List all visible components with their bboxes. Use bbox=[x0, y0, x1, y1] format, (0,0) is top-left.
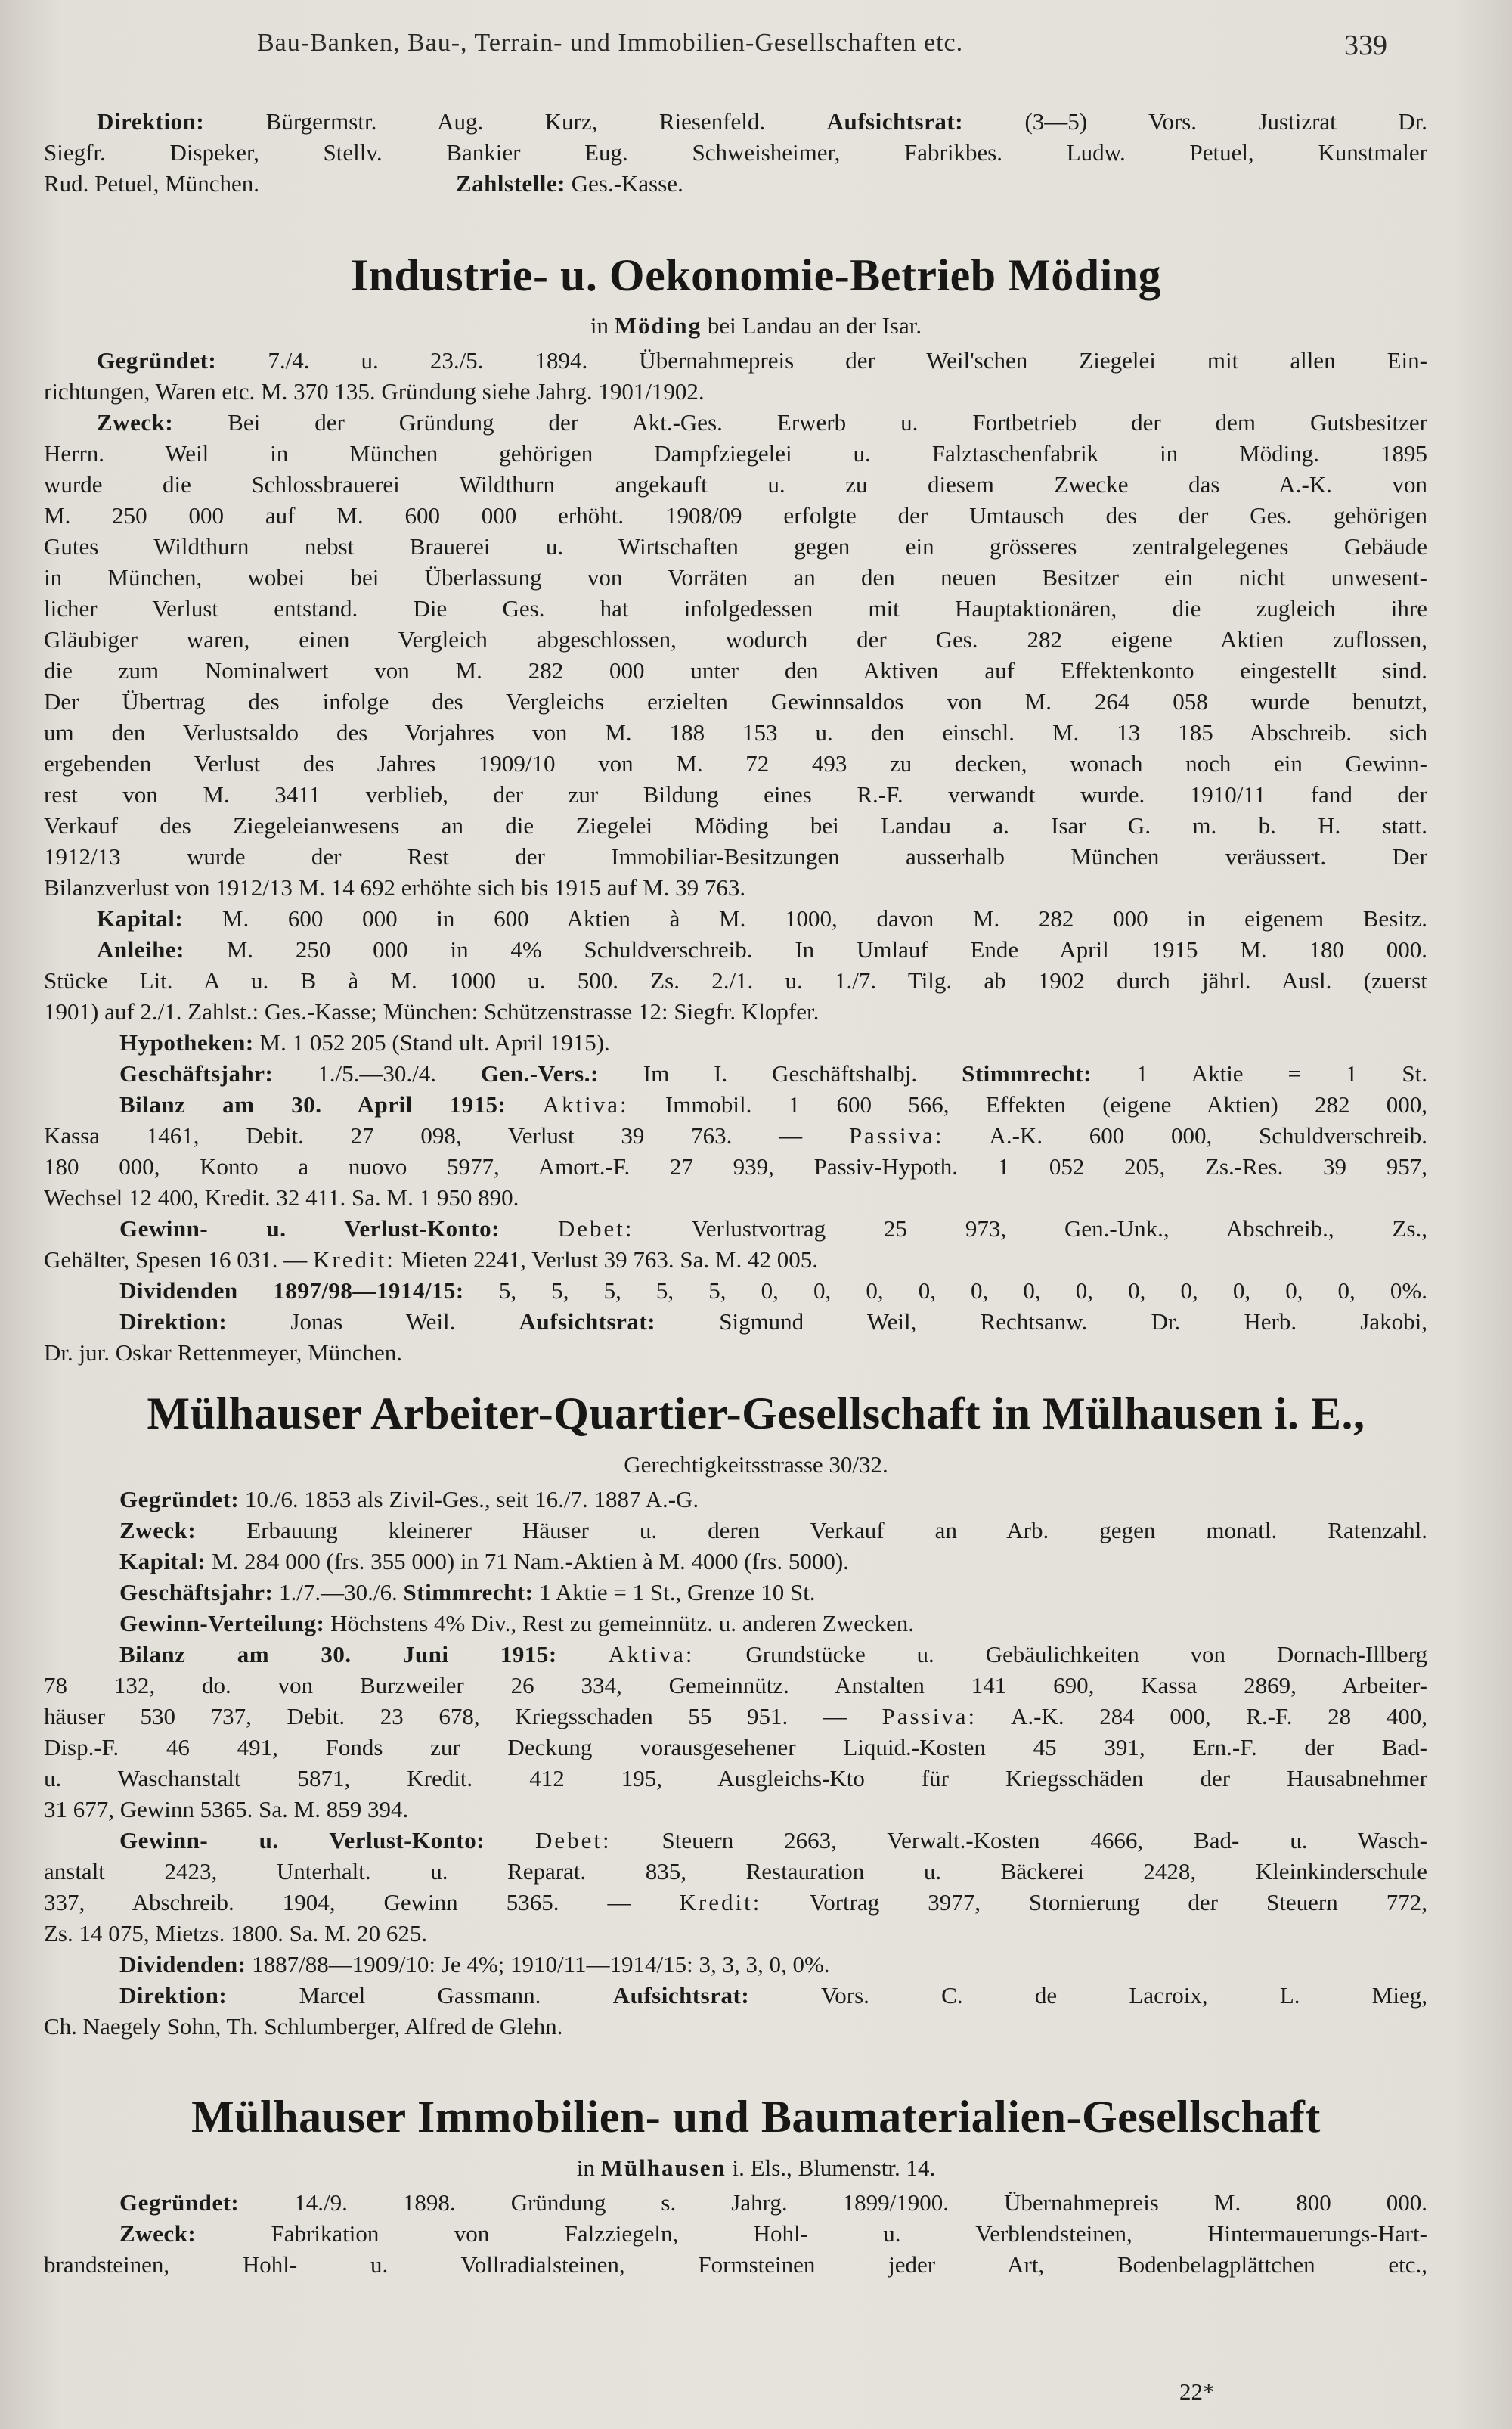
entry-arbeiter-quartier bbox=[44, 1484, 1427, 2042]
bilanz-line-2: 78 132, do. von Burzweiler 26 334, Gemeinnütz. Anstalten 141 690, Kassa 2869, Arbeiter- bbox=[44, 1672, 1427, 1698]
zweck-line-11: um den Verlustsaldo des Vorjahres von M. 188 153 u. den einschl. M. 13 185 Abschreib. sich bbox=[44, 719, 1427, 746]
gewinn-verlust-line-2: Gehälter, Spesen 16 031. — Kredit: Mieten 2241, Verlust 39 763. Sa. M. 42 005. bbox=[44, 1246, 818, 1273]
zweck-line-2: brandsteinen, Hohl- u. Vollradialsteinen, Formsteinen jeder Art, Bodenbelagplättchen etc., bbox=[44, 2251, 1427, 2278]
aufsichtsrat-line-2: Ch. Naegely Sohn, Th. Schlumberger, Alfred de Glehn. bbox=[44, 2013, 563, 2040]
section-title-arbeiter-quartier: Mülhauser Arbeiter-Quartier-Gesellschaft in Mülhausen i. E., bbox=[147, 1388, 1365, 1438]
bilanz-line-3: häuser 530 737, Debit. 23 678, Kriegsschaden 55 951. — Passiva: A.-K. 284 000, R.-F. 28 400, bbox=[44, 1703, 1427, 1729]
direktion-line: Direktion: Bürgermstr. Aug. Kurz, Riesenfeld. Aufsichtsrat: (3—5) Vors. Justizrat Dr. bbox=[97, 108, 1427, 135]
gegruendet-line: Gegründet: 14./9. 1898. Gründung s. Jahrg. 1899/1900. Übernahmepreis M. 800 000. bbox=[119, 2189, 1427, 2216]
geschaeftsjahr-line: Geschäftsjahr: 1./7.—30./6. Stimmrecht: 1 Aktie = 1 St., Grenze 10 St. bbox=[119, 1579, 816, 1605]
page-number: 339 bbox=[1344, 29, 1387, 61]
zweck-line-13: rest von M. 3411 verblieb, der zur Bildung eines R.-F. verwandt wurde. 1910/11 fand der bbox=[44, 781, 1427, 808]
bilanz-line-4: Disp.-F. 46 491, Fonds zur Deckung vorausgesehener Liquid.-Kosten 45 391, Ern.-F. der Bad- bbox=[44, 1734, 1427, 1760]
gewinn-verlust-line-3: 337, Abschreib. 1904, Gewinn 5365. — Kredit: Vortrag 3977, Stornierung der Steuern 772, bbox=[44, 1889, 1427, 1916]
gewinn-verlust-line: Gewinn- u. Verlust-Konto: Debet: Steuern 2663, Verwalt.-Kosten 4666, Bad- u. Wasch- bbox=[119, 1827, 1427, 1854]
zweck-line-9: die zum Nominalwert von M. 282 000 unter den Aktiven auf Effektenkonto eingestellt sind. bbox=[44, 657, 1427, 684]
bilanz-line-6: 31 677, Gewinn 5365. Sa. M. 859 394. bbox=[44, 1796, 409, 1823]
gegruendet-line: Gegründet: 7./4. u. 23./5. 1894. Übernahmepreis der Weil'schen Ziegelei mit allen Ein- bbox=[97, 347, 1427, 374]
gegruendet-line: Gegründet: 10./6. 1853 als Zivil-Ges., seit 16./7. 1887 A.-G. bbox=[119, 1486, 699, 1512]
aufsichtsrat-line: Siegfr. Dispeker, Stellv. Bankier Eug. Schweisheimer, Fabrikbes. Ludw. Petuel, Kunstmaler bbox=[44, 139, 1427, 166]
gewinn-verlust-line: Gewinn- u. Verlust-Konto: Debet: Verlustvortrag 25 973, Gen.-Unk., Abschreib., Zs., bbox=[119, 1215, 1427, 1242]
section-subtitle-moeding: in Möding bei Landau an der Isar. bbox=[590, 312, 922, 339]
anleihe-line-2: Stücke Lit. A u. B à M. 1000 u. 500. Zs. 2./1. u. 1./7. Tilg. ab 1902 durch jährl. Ausl. (zuerst bbox=[44, 967, 1427, 994]
dividenden-line: Dividenden 1897/98—1914/15: 5, 5, 5, 5, 5, 0, 0, 0, 0, 0, 0, 0, 0, 0, 0, 0, 0, 0%. bbox=[119, 1277, 1427, 1304]
zweck-line-4: M. 250 000 auf M. 600 000 erhöht. 1908/09 erfolgte der Umtausch des der Ges. gehörigen bbox=[44, 502, 1427, 529]
anleihe-line-3: 1901) auf 2./1. Zahlst.: Ges.-Kasse; München: Schützenstrasse 12: Siegfr. Klopfer. bbox=[44, 998, 820, 1025]
bilanz-line: Bilanz am 30. April 1915: Aktiva: Immobil. 1 600 566, Effekten (eigene Aktien) 282 000, bbox=[119, 1091, 1427, 1118]
bilanz-line-5: u. Waschanstalt 5871, Kredit. 412 195, Ausgleichs-Kto für Kriegsschäden der Hausabnehmer bbox=[44, 1765, 1427, 1792]
hypotheken-line: Hypotheken: M. 1 052 205 (Stand ult. April 1915). bbox=[119, 1029, 610, 1056]
zweck-line: Zweck: Bei der Gründung der Akt.-Ges. Erwerb u. Fortbetrieb der dem Gutsbesitzer bbox=[97, 409, 1427, 436]
aufsichtsrat-line-2: Dr. jur. Oskar Rettenmeyer, München. bbox=[44, 1339, 402, 1366]
zweck-line: Zweck: Fabrikation von Falzziegeln, Hohl- u. Verblendsteinen, Hintermauerungs-Hart- bbox=[119, 2220, 1427, 2247]
section-title-immobilien: Mülhauser Immobilien- und Baumaterialien-Gesellschaft bbox=[191, 2092, 1321, 2142]
anleihe-line: Anleihe: M. 250 000 in 4% Schuldverschreib. In Umlauf Ende April 1915 M. 180 000. bbox=[97, 936, 1427, 963]
printer-signature: 22* bbox=[1179, 2378, 1215, 2405]
zweck-line-16: Bilanzverlust von 1912/13 M. 14 692 erhöhte sich bis 1915 auf M. 39 763. bbox=[44, 874, 746, 901]
running-header bbox=[0, 29, 1512, 74]
direktion-line: Direktion: Marcel Gassmann. Aufsichtsrat: Vors. C. de Lacroix, L. Mieg, bbox=[119, 1982, 1427, 2009]
zweck-line-10: Der Übertrag des infolge des Vergleichs erzielten Gewinnsaldos von M. 264 058 wurde benutzt, bbox=[44, 688, 1427, 715]
geschaeftsjahr-line: Geschäftsjahr: 1./5.—30./4. Gen.-Vers.: Im I. Geschäftshalbj. Stimmrecht: 1 Aktie = 1 St. bbox=[119, 1060, 1427, 1087]
zweck-line-8: Gläubiger waren, einen Vergleich abgeschlossen, wodurch der Ges. 282 eigene Aktien zuflossen, bbox=[44, 626, 1427, 653]
running-title: Bau-Banken, Bau-, Terrain- und Immobilien-Gesellschaften etc. bbox=[257, 29, 964, 57]
zweck-line-3: wurde die Schlossbrauerei Wildthurn angekauft u. zu diesem Zwecke das A.-K. von bbox=[44, 471, 1427, 498]
section-subtitle-immobilien: in Mülhausen i. Els., Blumenstr. 14. bbox=[576, 2154, 936, 2181]
zweck-line-6: in München, wobei bei Überlassung von Vorräten an den neuen Besitzer ein nicht unwesent- bbox=[44, 564, 1427, 591]
dividenden-line: Dividenden: 1887/88—1909/10: Je 4%; 1910/11—1914/15: 3, 3, 3, 0, 0%. bbox=[119, 1951, 830, 1978]
entry-immobilien bbox=[44, 2187, 1427, 2280]
kapital-line: Kapital: M. 284 000 (frs. 355 000) in 71 Nam.-Aktien à M. 4000 (frs. 5000). bbox=[119, 1548, 849, 1574]
direktion-line: Direktion: Jonas Weil. Aufsichtsrat: Sigmund Weil, Rechtsanw. Dr. Herb. Jakobi, bbox=[119, 1308, 1427, 1335]
zweck-line-7: licher Verlust entstand. Die Ges. hat infolgedessen mit Hauptaktionären, die zugleich ihre bbox=[44, 595, 1427, 622]
bilanz-line-4: Wechsel 12 400, Kredit. 32 411. Sa. M. 1 950 890. bbox=[44, 1184, 519, 1211]
gewinn-verteilung-line: Gewinn-Verteilung: Höchstens 4% Div., Rest zu gemeinnütz. u. anderen Zwecken. bbox=[119, 1610, 915, 1636]
gegruendet-line-2: richtungen, Waren etc. M. 370 135. Gründung siehe Jahrg. 1901/1902. bbox=[44, 378, 705, 405]
zweck-line-15: 1912/13 wurde der Rest der Immobiliar-Besitzungen ausserhalb München veräussert. Der bbox=[44, 843, 1427, 870]
previous-entry-tail bbox=[44, 106, 1427, 199]
zweck-line-2: Herrn. Weil in München gehörigen Dampfziegelei u. Falztaschenfabrik in Möding. 1895 bbox=[44, 440, 1427, 467]
bilanz-line-3: 180 000, Konto a nuovo 5977, Amort.-F. 27 939, Passiv-Hypoth. 1 052 205, Zs.-Res. 39 957, bbox=[44, 1153, 1427, 1180]
zahlstelle-line: Rud. Petuel, München. Zahlstelle: Ges.-Kasse. bbox=[44, 170, 683, 197]
kapital-line: Kapital: M. 600 000 in 600 Aktien à M. 1000, davon M. 282 000 in eigenem Besitz. bbox=[97, 905, 1427, 932]
section-title-moeding: Industrie- u. Oekonomie-Betrieb Möding bbox=[350, 250, 1162, 300]
section-subtitle-arbeiter-quartier: Gerechtigkeitsstrasse 30/32. bbox=[624, 1451, 888, 1478]
zweck-line-14: Verkauf des Ziegeleianwesens an die Ziegelei Möding bei Landau a. Isar G. m. b. H. statt. bbox=[44, 812, 1427, 839]
gewinn-verlust-line-4: Zs. 14 075, Mietzs. 1800. Sa. M. 20 625. bbox=[44, 1920, 428, 1947]
entry-moeding bbox=[44, 345, 1427, 1368]
zweck-line-12: ergebenden Verlust des Jahres 1909/10 von M. 72 493 zu decken, wonach noch ein Gewinn- bbox=[44, 750, 1427, 777]
bilanz-line: Bilanz am 30. Juni 1915: Aktiva: Grundstücke u. Gebäulichkeiten von Dornach-Illberg bbox=[119, 1641, 1427, 1667]
zweck-line: Zweck: Erbauung kleinerer Häuser u. deren Verkauf an Arb. gegen monatl. Ratenzahl. bbox=[119, 1517, 1427, 1543]
bilanz-line-2: Kassa 1461, Debit. 27 098, Verlust 39 763. — Passiva: A.-K. 600 000, Schuldverschreib. bbox=[44, 1122, 1427, 1149]
gewinn-verlust-line-2: anstalt 2423, Unterhalt. u. Reparat. 835, Restauration u. Bäckerei 2428, Kleinkinderschule bbox=[44, 1858, 1427, 1885]
zweck-line-5: Gutes Wildthurn nebst Brauerei u. Wirtschaften gegen ein grösseres zentralgelegenes Gebäude bbox=[44, 533, 1427, 560]
